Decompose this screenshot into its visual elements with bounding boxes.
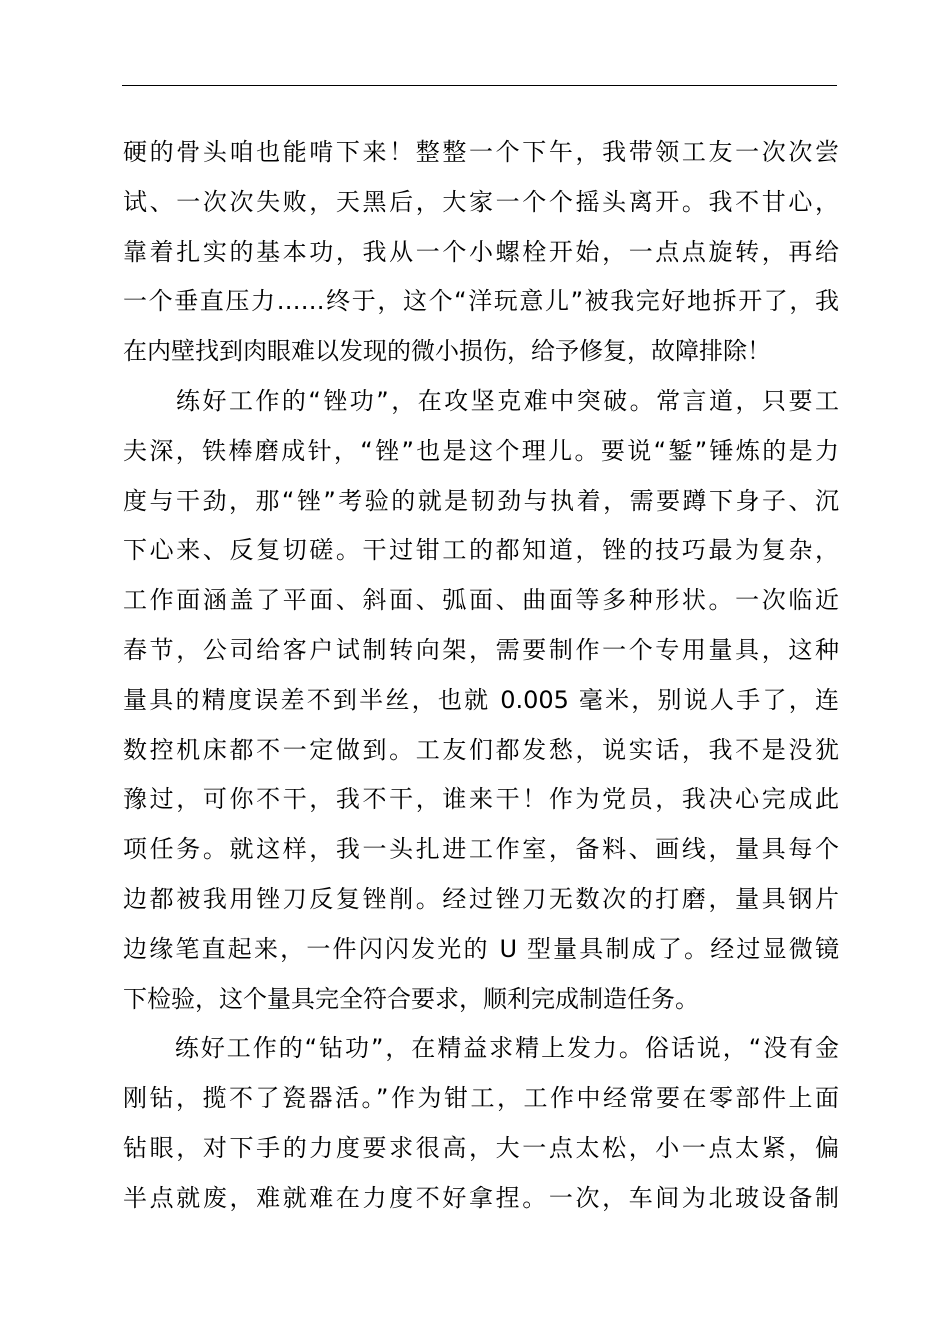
text-line: 刚钻，揽不了瓷器活。”作为钳工，工作中经常要在零部件上面 bbox=[123, 1084, 839, 1113]
text-line: 硬的骨头咱也能啃下来！整整一个下午，我带领工友一次次尝 bbox=[123, 138, 839, 166]
text-line: 夫深，铁棒磨成针，“锉”也是这个理儿。要说“錾”锤炼的是力 bbox=[123, 436, 839, 465]
text-line: 量具的精度误差不到半丝，也就 0.005 毫米，别说人手了，连 bbox=[123, 685, 839, 714]
text-line: 一个垂直压力……终于，这个“洋玩意儿”被我完好地拆开了，我 bbox=[123, 287, 839, 316]
text-line: 边缘笔直起来，一件闪闪发光的 U 型量具制成了。经过显微镜 bbox=[123, 934, 839, 963]
text-line: 半点就废，难就难在力度不好拿捏。一次，车间为北玻设备制 bbox=[123, 1183, 839, 1212]
text-line: 练好工作的“钻功”，在精益求精上发力。俗话说，“没有金 bbox=[123, 1034, 839, 1063]
text-line: 豫过，可你不干，我不干，谁来干！作为党员，我决心完成此 bbox=[123, 785, 839, 814]
text-line: 练好工作的“锉功”，在攻坚克难中突破。常言道，只要工 bbox=[123, 386, 839, 415]
header-rule bbox=[122, 85, 837, 86]
body-text bbox=[123, 128, 839, 1224]
text-line: 数控机床都不一定做到。工友们都发愁，说实话，我不是没犹 bbox=[123, 735, 839, 764]
text-line: 春节，公司给客户试制转向架，需要制作一个专用量具，这种 bbox=[123, 635, 839, 664]
text-line: 试、一次次失败，天黑后，大家一个个摇头离开。我不甘心， bbox=[123, 187, 839, 216]
text-line: 下心来、反复切磋。干过钳工的都知道，锉的技巧最为复杂， bbox=[123, 536, 839, 565]
text-line: 钻眼，对下手的力度要求很高，大一点太松，小一点太紧，偏 bbox=[123, 1133, 839, 1162]
text-line: 项任务。就这样，我一头扎进工作室，备料、画线，量具每个 bbox=[123, 835, 839, 864]
text-line: 工作面涵盖了平面、斜面、弧面、曲面等多种形状。一次临近 bbox=[123, 586, 839, 615]
text-line: 度与干劲，那“锉”考验的就是韧劲与执着，需要蹲下身子、沉 bbox=[123, 486, 839, 515]
text-line: 靠着扎实的基本功，我从一个小螺栓开始，一点点旋转，再给 bbox=[123, 237, 839, 266]
text-line: 下检验，这个量具完全符合要求，顺利完成制造任务。 bbox=[123, 984, 699, 1013]
text-line: 在内壁找到肉眼难以发现的微小损伤，给予修复，故障排除！ bbox=[123, 337, 771, 366]
text-line: 边都被我用锉刀反复锉削。经过锉刀无数次的打磨，量具钢片 bbox=[123, 884, 839, 913]
